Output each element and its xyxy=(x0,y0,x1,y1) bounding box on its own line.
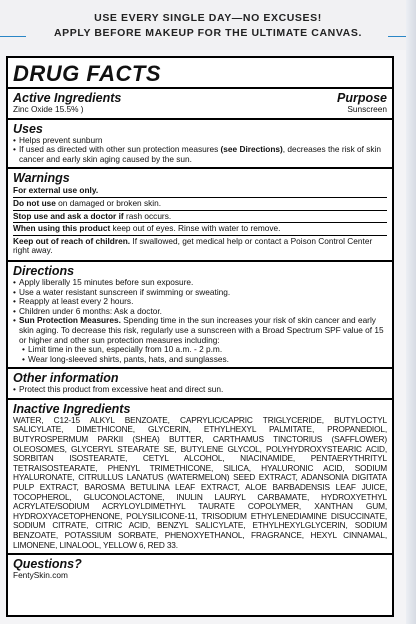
warnings-section xyxy=(8,169,392,262)
uses-heading: Uses xyxy=(13,121,43,136)
directions-item: • Apply liberally 15 minutes before sun exposure. xyxy=(13,278,387,288)
active-ingredients-section xyxy=(8,89,392,120)
warning-bold: Keep out of reach of children. xyxy=(13,235,131,246)
other-information-heading: Other information xyxy=(13,371,119,386)
inactive-ingredients-list: WATER, C12-15 ALKYL BENZOATE, CAPRYLIC/CAPRIC TRIGLYCERIDE, BUTYLOCTYL SALICYLATE, DIMETHICONE, GLYCERIN, ETHYLHEXYL PALMITATE, PROPANEDIOL, BUTYROSPERMUM PARKII (SHEA) BUTTER, CARTHAMUS TINCTORIUS (SAFFLOWER) OLEOSOMES, GLYCERYL STEARATE SE, BUTYLENE GLYCOL, POLYHYDROXYSTEARIC ACID, SORBITAN ISOSTEARATE, CETYL ALCOHOL, NIACINAMIDE, PENTAERYTHRITYL TETRAISOSTEARATE, PHENYL TRIMETHICONE, SILICA, HYALURONIC ACID, SODIUM HYALURONATE, CITRULLUS LANATUS (WATERMELON) SEED EXTRACT, ADANSONIA DIGITATA PULP EXTRACT, BAROSMA BETULINA LEAF EXTRACT, ALOE BARBADENSIS LEAF JUICE, TOCOPHEROL, GLUCONOLACTONE, INULIN LAURYL CARBAMATE, HYDROXYETHYL ACRYLATE/SODIUM ACRYLOYLDIMETHYL TAURATE COPOLYMER, XANTHAN GUM, HYDROXYACETOPHENONE, POLYSILICONE-11, TRISODIUM ETHYLENEDIAMINE DISUCCINATE, SODIUM CITRATE, CITRIC ACID, BENZYL SALICYLATE, ETHYLHEXYLGLYCERIN, SODIUM BENZOATE, POTASSIUM SORBATE, PHENOXYETHANOL, FRAGRANCE, HEXYL CINNAMAL, LIMONENE, LINALOOL, YELLOW 6, RED 33. xyxy=(13,414,387,550)
uses-item-text: If used as directed with other sun protection measures xyxy=(19,144,221,155)
warning-bold: Stop use and ask a doctor if xyxy=(13,210,124,221)
active-ingredients-heading: Active Ingredients xyxy=(13,91,122,105)
warning-bold: Do not use xyxy=(13,197,56,208)
directions-heading: Directions xyxy=(13,263,75,278)
top-banner xyxy=(0,0,416,50)
warning-line xyxy=(13,185,387,198)
directions-item-text: Spending time in the sun increases your risk of skin cancer and early skin aging. To decrease this risk, regularly use a sunscreen with a Broad Spectrum SPF value of 15 or higher and other sun protection measures including: xyxy=(19,315,384,345)
other-information-item: • Protect this product from excessive heat and direct sun. xyxy=(13,385,387,395)
warning-text: on damaged or broken skin. xyxy=(55,197,162,208)
uses-item-text: Helps prevent sunburn xyxy=(19,134,103,145)
uses-section xyxy=(8,120,392,170)
directions-section xyxy=(8,262,392,369)
banner-line-1: USE EVERY SINGLE DAY—NO EXCUSES! xyxy=(94,12,322,24)
warning-line xyxy=(13,223,387,236)
other-information-section xyxy=(8,369,392,400)
uses-item xyxy=(13,145,387,164)
inactive-ingredients-heading: Inactive Ingredients xyxy=(13,401,131,416)
active-ingredient: Zinc Oxide 15.5% ) xyxy=(13,104,84,114)
questions-section xyxy=(8,555,392,584)
purpose-heading: Purpose xyxy=(336,91,387,105)
active-purpose: Sunscreen xyxy=(347,104,387,114)
warning-line xyxy=(13,198,387,211)
banner-line-2: APPLY BEFORE MAKEUP FOR THE ULTIMATE CANVAS. xyxy=(54,27,362,39)
uses-item-text: , decreases the risk of skin cancer and early skin aging caused by the sun. xyxy=(19,144,382,164)
drug-facts-panel xyxy=(6,56,394,617)
warning-line xyxy=(13,211,387,224)
warning-bold: When using this product xyxy=(13,223,111,234)
inactive-ingredients-section xyxy=(8,400,392,555)
directions-item: • Use a water resistant sunscreen if swimming or sweating. xyxy=(13,288,387,298)
left-accent-line xyxy=(0,36,26,37)
directions-subitem: • Wear long-sleeved shirts, pants, hats, and sunglasses. xyxy=(13,355,387,365)
warnings-heading: Warnings xyxy=(13,171,70,186)
directions-item: • Children under 6 months: Ask a doctor. xyxy=(13,307,387,317)
warning-text: If swallowed, get medical help or contact a Poison Control Center right away. xyxy=(13,235,373,256)
warning-text: rash occurs. xyxy=(123,210,172,221)
directions-item-bold: Sun Protection Measures. xyxy=(19,315,121,326)
questions-heading: Questions? xyxy=(13,557,82,572)
directions-item: • Reapply at least every 2 hours. xyxy=(13,297,387,307)
warning-line xyxy=(13,236,387,257)
directions-subitem: • Limit time in the sun, especially from 10 a.m. - 2 p.m. xyxy=(13,345,387,355)
warning-text: keep out of eyes. Rinse with water to remove. xyxy=(110,223,281,234)
right-shade xyxy=(406,0,416,624)
uses-item-emphasis: (see Directions) xyxy=(220,144,283,155)
drug-facts-title: DRUG FACTS xyxy=(8,58,392,89)
directions-item xyxy=(13,316,387,345)
warning-bold: For external use only. xyxy=(13,185,99,196)
website-text: FentySkin.com xyxy=(13,570,68,581)
